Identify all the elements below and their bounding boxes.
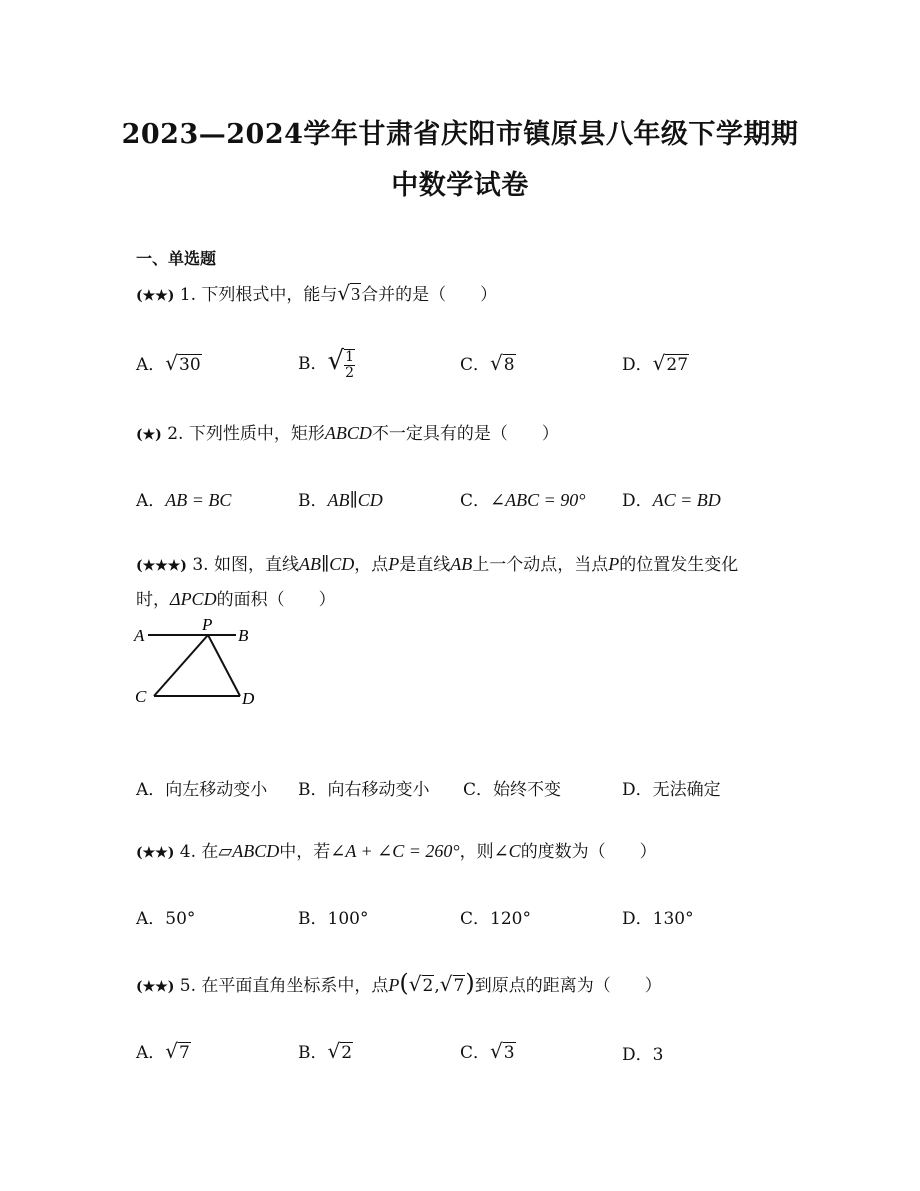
question-text: 如图，直线	[213, 555, 299, 575]
question-5	[136, 968, 662, 1002]
option-a	[136, 775, 267, 800]
difficulty-stars: (★★★)	[136, 558, 187, 574]
option-label: D．	[622, 1045, 653, 1065]
question-text: 中，若	[279, 842, 331, 862]
option-value: ∠ABC = 90°	[490, 490, 586, 510]
math-expression: ▱ABCD	[218, 841, 280, 861]
question-text: 上一个动点，当点	[472, 555, 609, 575]
option-label: C．	[460, 355, 491, 375]
radical-sign-icon: √	[327, 346, 345, 376]
option-d	[622, 486, 721, 511]
difficulty-stars: (★★)	[136, 288, 175, 304]
radicand: 27	[666, 355, 689, 375]
question-4	[136, 836, 657, 868]
label-a: A	[134, 626, 145, 645]
radicand: 30	[179, 355, 201, 375]
label-b: B	[238, 626, 249, 645]
option-b	[298, 346, 355, 381]
option-value: AB = BC	[165, 490, 232, 510]
question-text: ，则	[459, 842, 494, 862]
question-text: 是直线	[399, 555, 451, 575]
radical-sign-icon: √	[490, 1039, 503, 1063]
option-a	[136, 904, 195, 929]
option-b	[298, 775, 430, 800]
option-value: 始终不变	[493, 780, 562, 800]
option-d	[622, 350, 689, 375]
question-text: 的位置发生变化	[619, 555, 739, 575]
option-b	[298, 904, 368, 929]
option-value: 100°	[327, 909, 369, 929]
math-expression: ABCD	[324, 423, 372, 443]
option-a	[136, 486, 231, 511]
radical-sign-icon: √	[165, 351, 179, 375]
option-a	[136, 350, 202, 375]
option-value: AB∥CD	[327, 490, 383, 510]
question-text: 在平面直角坐标系中，点	[201, 976, 389, 996]
math-expression: ∠C	[493, 841, 521, 861]
label-c: C	[135, 687, 147, 706]
option-value: 50°	[165, 909, 196, 929]
question-1	[136, 278, 497, 311]
math-expression: ΔPCD	[170, 589, 217, 609]
question-text: 下列根式中，能与	[201, 285, 338, 305]
math-expression: P	[608, 554, 620, 574]
option-label: C．	[463, 780, 494, 800]
option-value: 3	[652, 1045, 664, 1065]
label-d: D	[242, 689, 255, 708]
question-text: 下列性质中，矩形	[188, 424, 325, 444]
option-c	[460, 1038, 516, 1063]
question-number: 2.	[167, 424, 184, 444]
option-value: 向左移动变小	[165, 780, 268, 800]
radical-sign-icon: √	[490, 351, 503, 375]
radicand: 2	[422, 976, 434, 996]
question-text: 的度数为（ ）	[520, 842, 657, 862]
segment-pd	[208, 635, 240, 696]
option-c	[460, 350, 516, 375]
option-label: B．	[298, 909, 328, 929]
option-label: B．	[298, 491, 328, 511]
page-title-line2: 中数学试卷	[391, 170, 529, 201]
geometry-figure	[132, 616, 272, 711]
option-label: A．	[136, 780, 166, 800]
segment-pc	[154, 635, 208, 696]
right-paren-icon: )	[465, 969, 475, 997]
option-label: A．	[136, 355, 166, 375]
math-expression: P	[388, 554, 400, 574]
question-text: 合并的是（ ）	[361, 285, 498, 305]
option-label: A．	[136, 909, 166, 929]
question-number: 4.	[179, 842, 196, 862]
option-label: C．	[460, 1043, 491, 1063]
option-label: A．	[136, 491, 166, 511]
difficulty-stars: (★)	[136, 427, 162, 443]
fraction-denominator: 2	[345, 364, 354, 381]
option-d	[622, 1040, 663, 1065]
page-title-line1: 2023—2024学年甘肃省庆阳市镇原县八年级下学期期	[121, 119, 799, 150]
option-b	[298, 1038, 353, 1063]
question-text: 不一定具有的是（ ）	[371, 424, 559, 444]
option-label: B．	[298, 354, 328, 374]
question-2	[136, 418, 559, 450]
difficulty-stars: (★★)	[136, 979, 175, 995]
radical-sign-icon: √	[327, 1039, 341, 1063]
option-b	[298, 486, 383, 511]
question-number: 5.	[179, 976, 196, 996]
option-label: C．	[460, 909, 491, 929]
option-label: A．	[136, 1043, 166, 1063]
option-value: 120°	[490, 909, 531, 929]
math-expression: ∠A + ∠C = 260°	[330, 841, 460, 861]
radicand: 3	[351, 284, 361, 304]
section-title: 一、单选题	[136, 249, 217, 268]
point-name: P	[388, 975, 400, 995]
question-3-line1	[136, 549, 738, 581]
option-label: B．	[298, 780, 328, 800]
option-value: AC = BD	[652, 490, 721, 510]
option-c	[460, 904, 531, 929]
option-label: D．	[622, 780, 653, 800]
radicand: 7	[453, 976, 465, 996]
question-number: 3.	[192, 555, 209, 575]
math-expression: AB∥CD	[298, 554, 355, 574]
radical-sign-icon: √	[652, 351, 666, 375]
question-number: 1.	[179, 285, 196, 305]
option-value: 向右移动变小	[327, 780, 430, 800]
question-text: 到原点的距离为（ ）	[474, 976, 662, 996]
question-text: 时，	[136, 590, 170, 610]
option-label: B．	[298, 1043, 328, 1063]
radical-sign-icon: √	[408, 972, 422, 996]
math-expression: AB	[450, 554, 473, 574]
option-d	[622, 775, 721, 800]
option-value: 130°	[652, 909, 694, 929]
question-text: ，点	[354, 555, 389, 575]
option-c	[463, 775, 561, 800]
option-value: 无法确定	[652, 780, 721, 800]
option-label: D．	[622, 909, 653, 929]
question-3-line2	[136, 584, 336, 615]
radicand: 2	[341, 1043, 353, 1063]
option-label: C．	[460, 491, 491, 511]
fraction-numerator: 1	[345, 348, 354, 365]
radicand: 3	[503, 1043, 515, 1063]
option-a	[136, 1038, 191, 1063]
label-p: P	[202, 616, 213, 634]
radical-sign-icon: √	[165, 1039, 179, 1063]
radical-sign-icon: √	[337, 281, 351, 305]
difficulty-stars: (★★)	[136, 845, 175, 861]
comma-icon: ,	[434, 976, 440, 996]
option-label: D．	[622, 491, 653, 511]
option-c	[460, 486, 585, 511]
option-d	[622, 904, 694, 929]
radicand: 8	[503, 355, 515, 375]
fraction	[344, 349, 355, 381]
radicand: 7	[179, 1043, 190, 1063]
question-text: 在	[201, 842, 219, 862]
radical-sign-icon: √	[439, 972, 453, 996]
question-text: 的面积（ ）	[216, 590, 336, 610]
left-paren-icon: (	[399, 969, 409, 997]
option-label: D．	[622, 355, 653, 375]
